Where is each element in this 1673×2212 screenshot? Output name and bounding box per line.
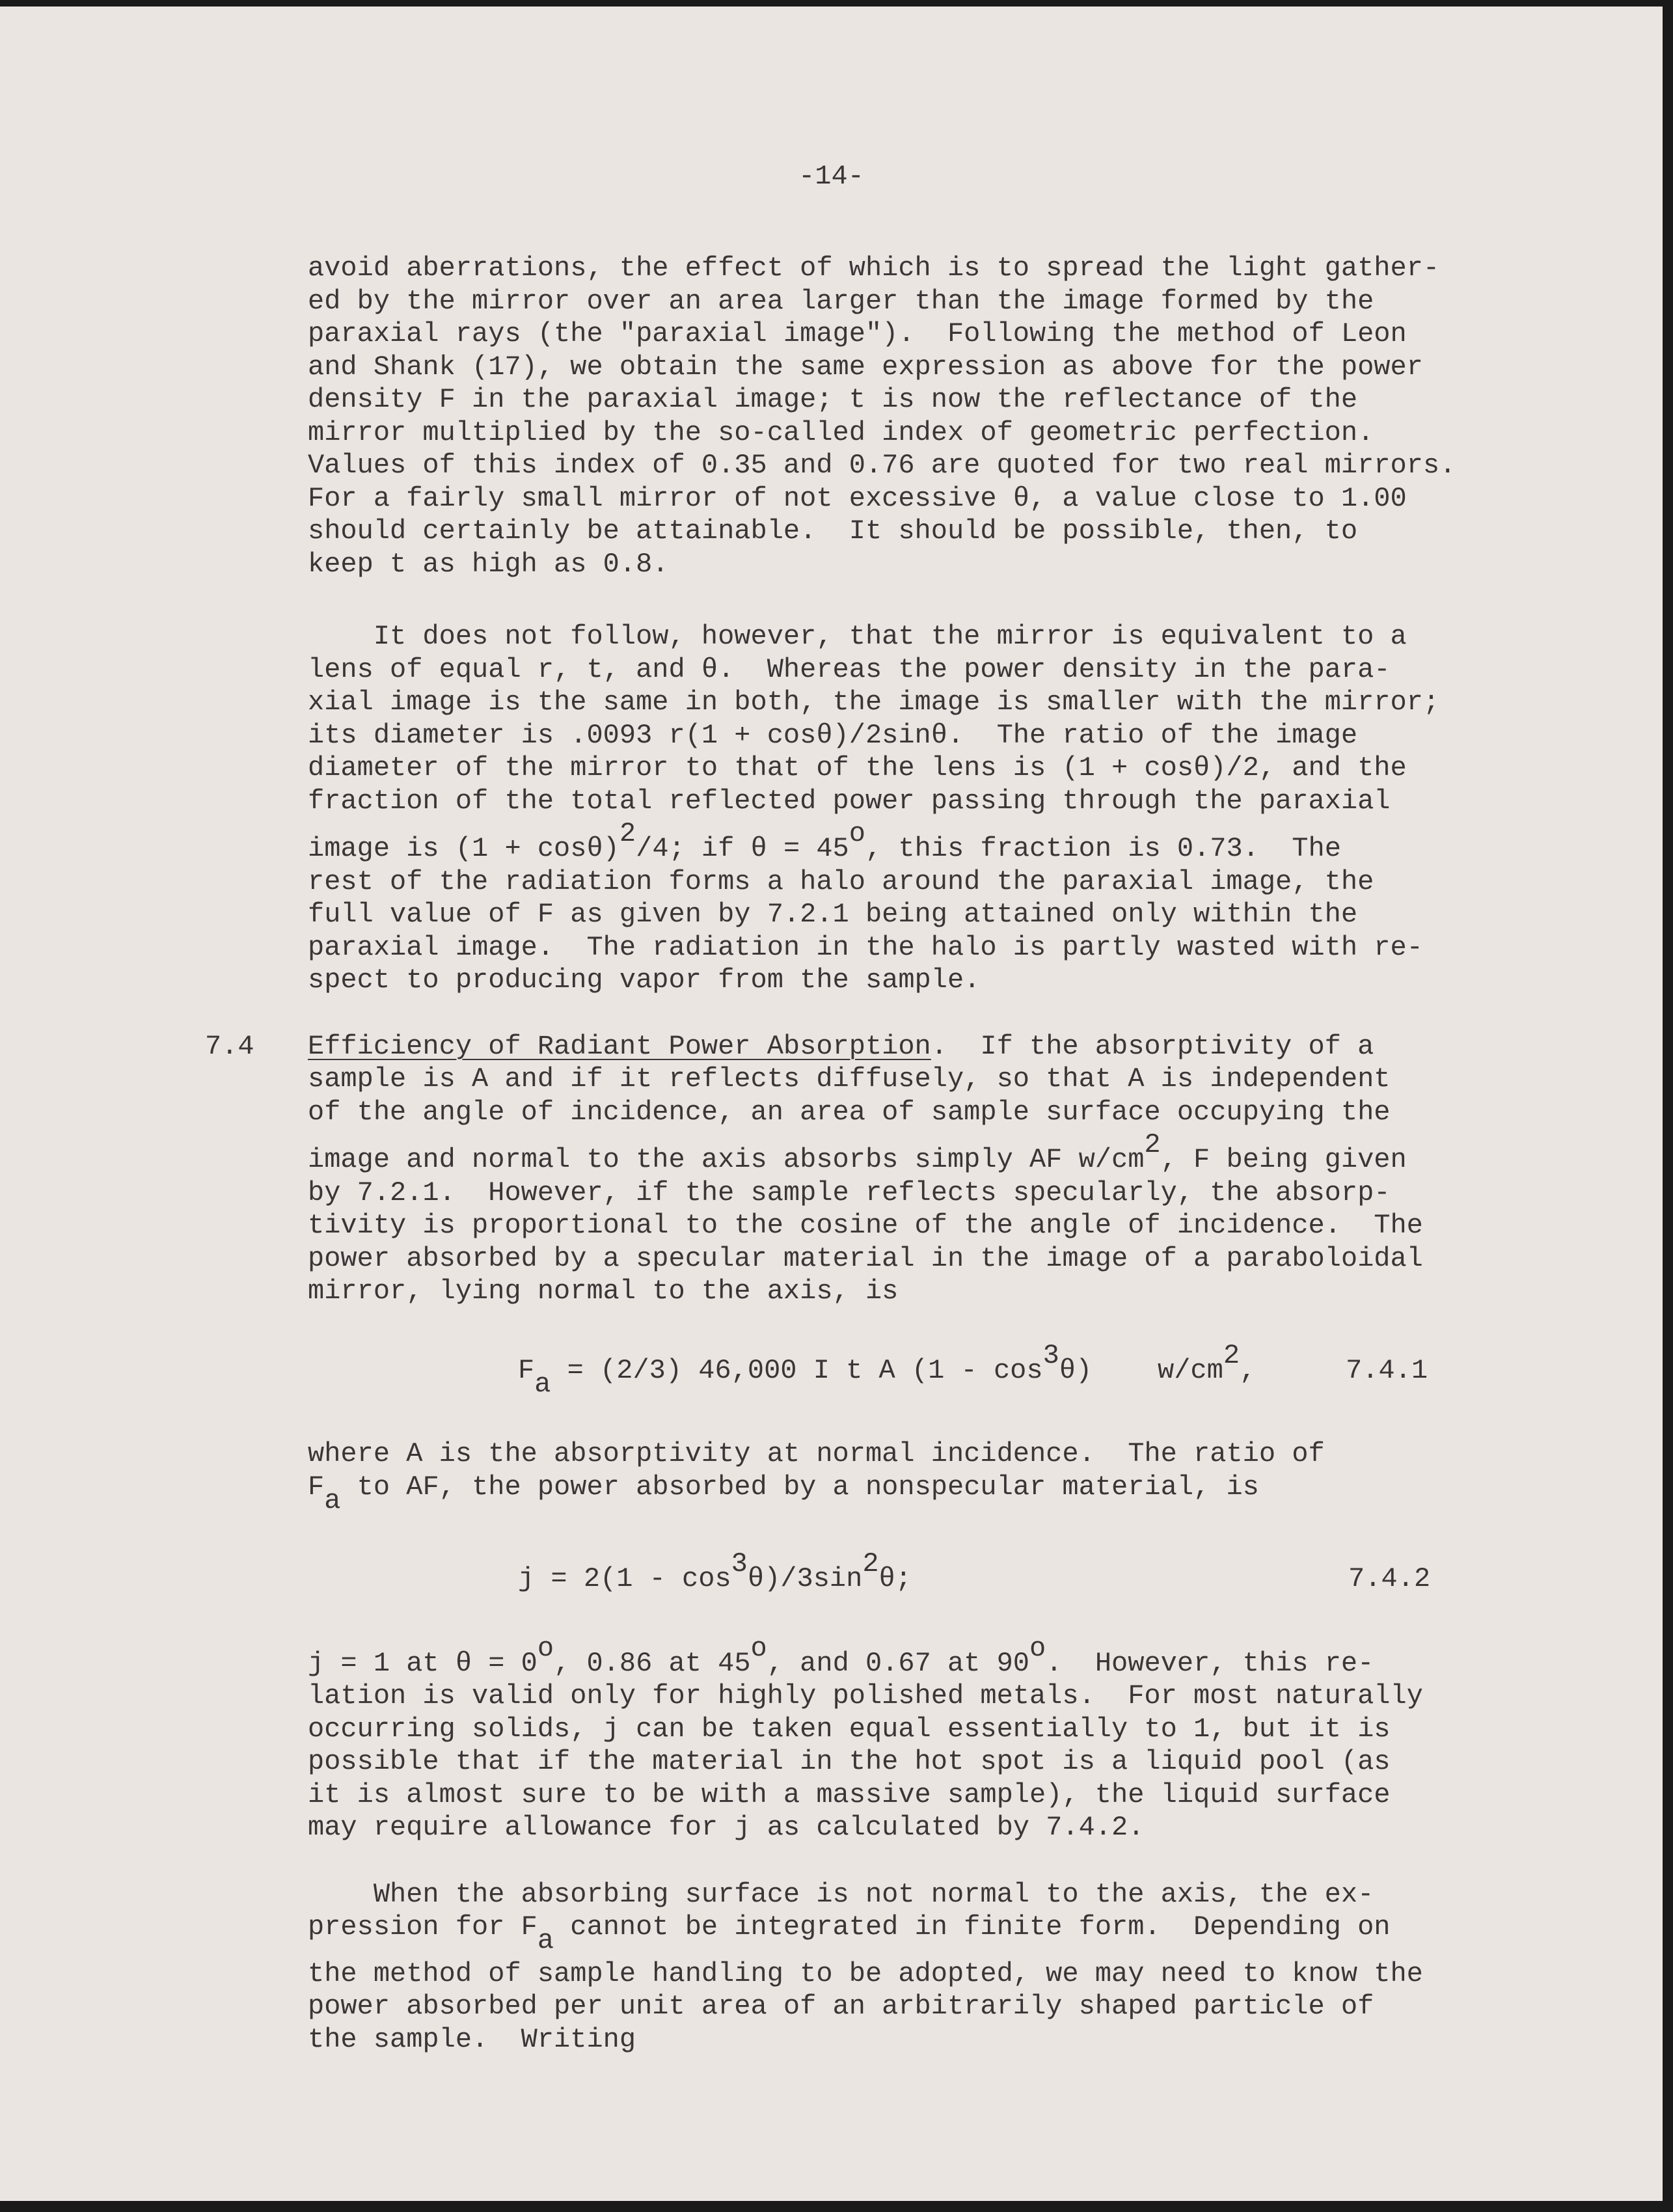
text-line: diameter of the mirror to that of the lens is (1 + cosθ)/2, and the bbox=[308, 752, 1407, 784]
text-line bbox=[308, 1911, 1663, 1958]
text-line: power absorbed per unit area of an arbitrarily shaped particle of bbox=[308, 1991, 1374, 2023]
text-line: power absorbed by a specular material in the image of a paraboloidal bbox=[308, 1242, 1423, 1274]
text-line: the sample. Writing bbox=[308, 2023, 636, 2055]
text-line bbox=[308, 1030, 1663, 1063]
superscript: 2 bbox=[862, 1548, 879, 1580]
text-segment: . However, this re- bbox=[1046, 1647, 1374, 1679]
text-line: sample is A and if it reflects diffusely, so that A is independent bbox=[308, 1063, 1391, 1095]
text-segment: , this fraction is 0.73. The bbox=[865, 833, 1341, 865]
text-segment: cannot be integrated in finite form. Depending on bbox=[554, 1911, 1391, 1943]
subscript: a bbox=[534, 1368, 551, 1400]
superscript: 3 bbox=[1042, 1339, 1059, 1371]
superscript: o bbox=[1029, 1632, 1046, 1664]
text-line: xial image is the same in both, the image is smaller with the mirror; bbox=[308, 687, 1440, 718]
paragraph-j-values bbox=[308, 1632, 1663, 1844]
text-segment: F bbox=[518, 1354, 535, 1386]
text-segment: θ) w/cm bbox=[1059, 1354, 1223, 1386]
text-line: where A is the absorptivity at normal incidence. The ratio of bbox=[308, 1438, 1325, 1470]
text-line bbox=[518, 1548, 1348, 1596]
page-body bbox=[0, 252, 1663, 2056]
text-line: of the angle of incidence, an area of sample surface occupying the bbox=[308, 1096, 1391, 1128]
text-line bbox=[308, 817, 1663, 866]
equation-number: 7.4.1 bbox=[1346, 1354, 1428, 1386]
text-line: its diameter is .0093 r(1 + cosθ)/2sinθ. The ratio of the image bbox=[308, 719, 1358, 751]
text-line: possible that if the material in the hot spot is a liquid pool (as bbox=[308, 1746, 1391, 1778]
paragraph-absorptivity-ratio bbox=[308, 1438, 1663, 1517]
section-7-4-paragraph bbox=[308, 1030, 1663, 1308]
superscript: o bbox=[537, 1632, 554, 1664]
text-segment: , F being given bbox=[1160, 1144, 1407, 1176]
superscript: 2 bbox=[1144, 1129, 1161, 1161]
superscript: 2 bbox=[619, 818, 636, 849]
text-line: occurring solids, j can be taken equal essentially to 1, but it is bbox=[308, 1713, 1391, 1745]
text-line: mirror multiplied by the so-called index of geometric perfection. bbox=[308, 416, 1374, 448]
text-line: by 7.2.1. However, if the sample reflects specularly, the absorp- bbox=[308, 1177, 1391, 1208]
text-line: the method of sample handling to be adopted, we may need to know the bbox=[308, 1958, 1423, 1989]
text-line: density F in the paraxial image; t is now the reflectance of the bbox=[308, 384, 1358, 415]
subscript: a bbox=[324, 1484, 341, 1516]
text-segment: F bbox=[308, 1471, 325, 1503]
text-line: keep t as high as 0.8. bbox=[308, 548, 669, 580]
superscript: 2 bbox=[1223, 1339, 1240, 1371]
text-line: fraction of the total reflected power passing through the paraxial bbox=[308, 785, 1391, 817]
text-segment: θ; bbox=[878, 1563, 912, 1595]
text-line: For a fairly small mirror of not excessive θ, a value close to 1.00 bbox=[308, 482, 1407, 514]
text-segment: , 0.86 at 45 bbox=[554, 1647, 751, 1679]
text-line bbox=[308, 1471, 1663, 1518]
equation-7-4-1 bbox=[518, 1339, 1346, 1401]
text-segment: /4; if θ = 45 bbox=[636, 833, 849, 865]
text-segment: , and 0.67 at 90 bbox=[767, 1647, 1030, 1679]
text-line: lation is valid only for highly polished metals. For most naturally bbox=[308, 1680, 1423, 1712]
text-line bbox=[308, 1128, 1663, 1177]
text-segment: . If the absorptivity of a bbox=[931, 1030, 1374, 1062]
paragraph-absorbing-surface bbox=[308, 1878, 1663, 2056]
page-number: -14- bbox=[798, 161, 864, 192]
text-segment: image and normal to the axis absorbs simply AF w/cm bbox=[308, 1144, 1145, 1176]
equation-row-7-4-2 bbox=[0, 1548, 1663, 1596]
text-line bbox=[308, 1632, 1663, 1680]
text-line: lens of equal r, t, and θ. Whereas the power density in the para- bbox=[308, 653, 1391, 685]
text-segment: θ)/3sin bbox=[747, 1563, 863, 1595]
equation-row-7-4-1 bbox=[0, 1339, 1663, 1401]
text-line: paraxial rays (the "paraxial image"). Following the method of Leon bbox=[308, 318, 1407, 349]
text-segment: pression for F bbox=[308, 1911, 537, 1943]
superscript: o bbox=[849, 818, 865, 849]
text-line: It does not follow, however, that the mirror is equivalent to a bbox=[308, 621, 1407, 652]
text-segment: image is (1 + cosθ) bbox=[308, 833, 619, 865]
text-line: mirror, lying normal to the axis, is bbox=[308, 1276, 899, 1307]
text-line: should certainly be attainable. It should be possible, then, to bbox=[308, 515, 1358, 547]
text-segment: to AF, the power absorbed by a nonspecular material, is bbox=[340, 1471, 1259, 1503]
text-line: avoid aberrations, the effect of which is to spread the light gather- bbox=[308, 253, 1440, 284]
text-segment: j = 1 at θ = 0 bbox=[308, 1647, 537, 1679]
text-line bbox=[518, 1339, 1346, 1401]
text-segment: j = 2(1 - cos bbox=[518, 1563, 731, 1595]
text-line: full value of F as given by 7.2.1 being attained only within the bbox=[308, 899, 1358, 931]
subscript: a bbox=[537, 1925, 554, 1957]
text-segment: , bbox=[1240, 1354, 1257, 1386]
paragraph-mirror-aberrations bbox=[308, 252, 1663, 580]
text-line: ed by the mirror over an area larger than the image formed by the bbox=[308, 285, 1374, 317]
underlined-heading: Efficiency of Radiant Power Absorption bbox=[308, 1030, 931, 1062]
text-line: rest of the radiation forms a halo around the paraxial image, the bbox=[308, 866, 1374, 897]
superscript: 3 bbox=[731, 1548, 748, 1580]
section-number: 7.4 bbox=[205, 1030, 254, 1062]
text-line: spect to producing vapor from the sample. bbox=[308, 964, 981, 996]
text-line: tivity is proportional to the cosine of the angle of incidence. The bbox=[308, 1210, 1423, 1242]
paragraph-mirror-vs-lens bbox=[308, 620, 1663, 997]
text-line: paraxial image. The radiation in the halo is partly wasted with re- bbox=[308, 931, 1423, 963]
text-line: may require allowance for j as calculated by 7.4.2. bbox=[308, 1812, 1145, 1844]
equation-number: 7.4.2 bbox=[1348, 1563, 1431, 1595]
superscript: o bbox=[750, 1632, 767, 1664]
text-segment: = (2/3) 46,000 I t A (1 - cos bbox=[551, 1354, 1043, 1386]
section-7-4 bbox=[205, 1030, 1663, 1308]
text-line: Values of this index of 0.35 and 0.76 are quoted for two real mirrors. bbox=[308, 450, 1456, 481]
text-line: it is almost sure to be with a massive sample), the liquid surface bbox=[308, 1779, 1391, 1810]
document-page bbox=[0, 7, 1663, 2201]
text-line: and Shank (17), we obtain the same expression as above for the power bbox=[308, 351, 1423, 383]
text-line: When the absorbing surface is not normal to the axis, the ex- bbox=[308, 1878, 1374, 1910]
equation-7-4-2 bbox=[518, 1548, 1348, 1596]
